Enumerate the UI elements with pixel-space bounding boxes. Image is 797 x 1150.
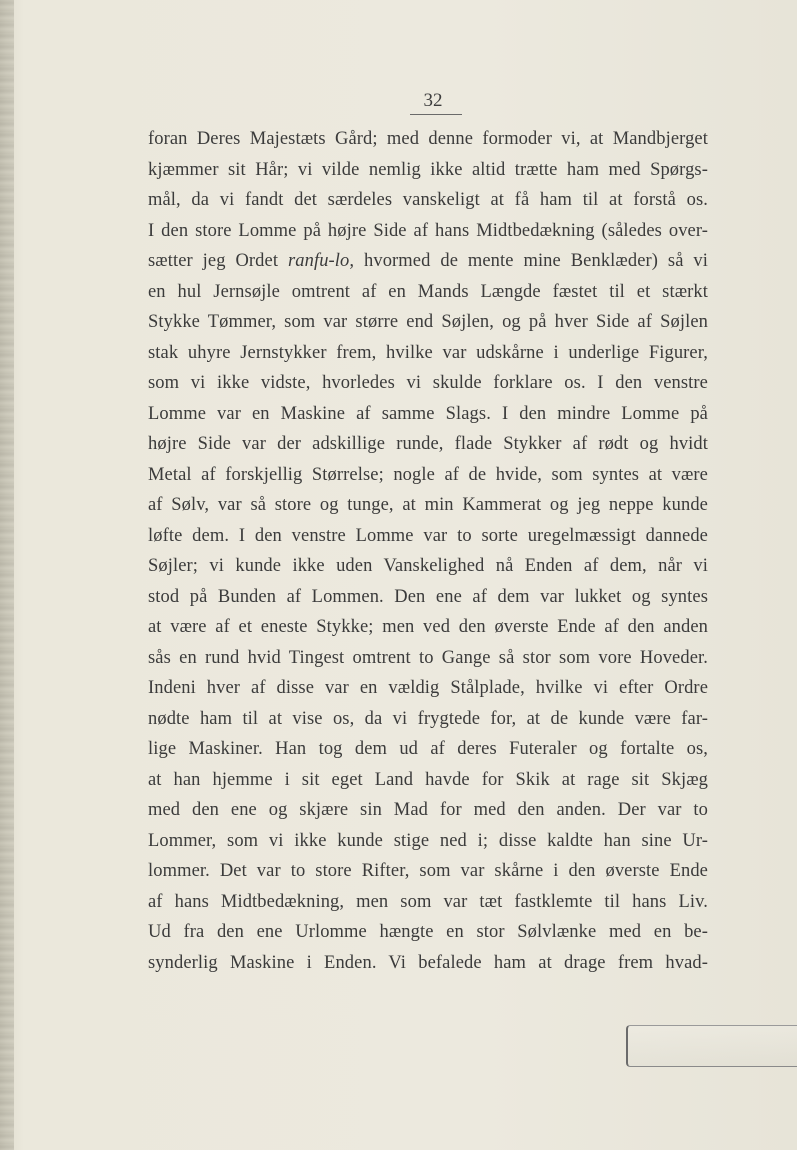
italic-term: ranfu-lo, [287, 251, 355, 271]
text-line: synderlig Maskine i Enden. Vi befalede ham at drage frem hvad- [148, 952, 708, 973]
text-line: Lomme var en Maskine af samme Slags. I den mindre Lomme på [148, 403, 708, 424]
text-line: lommer. Det var to store Rifter, som var skårne i den øverste Ende [148, 861, 708, 881]
text-line: foran Deres Majestæts Gård; med denne formoder vi, at Mandbjerget [148, 129, 708, 149]
text-line: nødte ham til at vise os, da vi frygtede for, at de kunde være far- [148, 708, 708, 729]
text-line: Stykke Tømmer, som var større end Søjlen, og på hver Side af Søjlen [148, 312, 708, 332]
page-number-rule [410, 114, 462, 115]
text-segment: sætter jeg Ordet [148, 251, 288, 271]
page-number: 32 [423, 90, 443, 111]
text-line: Søjler; vi kunde ikke uden Vanskelighed nå Enden af dem, når vi [148, 556, 708, 576]
text-line: af Sølv, var så store og tunge, at min Kammerat og jeg neppe kunde [148, 495, 708, 515]
text-line: Metal af forskjellig Størrelse; nogle af de hvide, som syntes at være [148, 464, 708, 485]
text-line: Lommer, som vi ikke kunde stige ned i; disse kaldte han sine Ur- [148, 830, 708, 851]
text-line: en hul Jernsøjle omtrent af en Mands Længde fæstet til et stærkt [148, 281, 708, 302]
text-line: Ud fra den ene Urlomme hængte en stor Sølvlænke med en be- [148, 922, 708, 942]
text-line: løfte dem. I den venstre Lomme var to sorte uregelmæssigt dannede [148, 525, 708, 546]
text-line: lige Maskiner. Han tog dem ud af deres Futeraler og fortalte os, [148, 739, 708, 759]
text-line: som vi ikke vidste, hvorledes vi skulde forklare os. I den venstre [148, 373, 708, 393]
body-text [148, 124, 708, 978]
text-line: at han hjemme i sit eget Land havde for Skik at rage sit Skjæg [148, 769, 708, 790]
text-line: med den ene og skjære sin Mad for med den anden. Der var to [148, 800, 708, 820]
text-line: Indeni hver af disse var en vældig Stålplade, hvilke vi efter Ordre [148, 678, 708, 698]
text-line: stod på Bunden af Lommen. Den ene af dem var lukket og syntes [148, 586, 708, 607]
text-line: af hans Midtbedækning, men som var tæt fastklemte til hans Liv. [148, 891, 708, 912]
text-line: sås en rund hvid Tingest omtrent to Gange så stor som vore Hoveder. [148, 647, 708, 668]
book-binding-edge [0, 0, 14, 1150]
text-line: stak uhyre Jernstykker frem, hvilke var udskårne i underlige Figurer, [148, 342, 708, 363]
text-line: højre Side var der adskillige runde, flade Stykker af rødt og hvidt [148, 434, 708, 454]
text-segment: hvormed de mente mine Benklæder) så vi [354, 251, 708, 271]
text-line [148, 246, 708, 277]
library-stamp-frame [626, 1025, 797, 1067]
text-line: I den store Lomme på højre Side af hans Midtbedækning (således over- [148, 220, 708, 241]
text-line: mål, da vi fandt det særdeles vanskeligt at få ham til at forstå os. [148, 190, 708, 210]
text-line: kjæmmer sit Hår; vi vilde nemlig ikke altid trætte ham med Spørgs- [148, 159, 708, 180]
text-line: at være af et eneste Stykke; men ved den øverste Ende af den anden [148, 617, 708, 637]
